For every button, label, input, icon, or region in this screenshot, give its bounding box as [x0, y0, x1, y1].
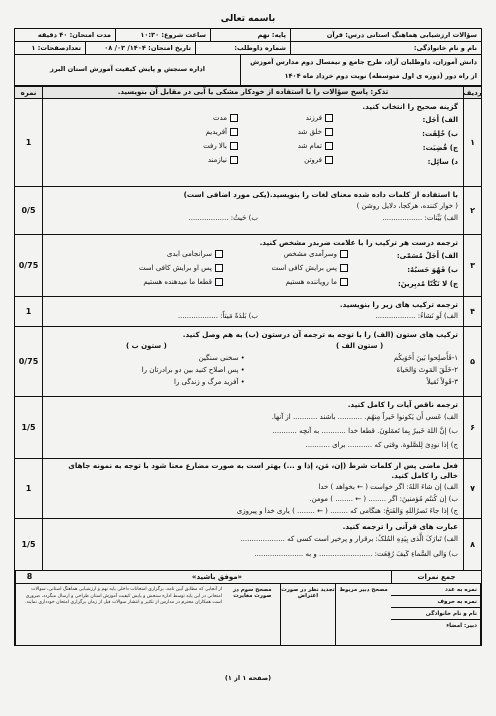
- question-score: 1: [15, 459, 43, 518]
- mc-option[interactable]: [223, 262, 348, 274]
- checkbox[interactable]: [215, 250, 223, 258]
- exam-title: سؤالات ارزشیابی هماهنگ استانی درس: قرآن: [326, 31, 477, 39]
- mc-row: [48, 276, 458, 290]
- mc-word: ب) خُلِقَت:: [422, 130, 458, 138]
- question-body: [43, 519, 463, 570]
- checkbox[interactable]: [325, 142, 333, 150]
- checkbox[interactable]: [325, 128, 333, 136]
- column-a-item: ۳-قَولاً ثَقیلاً: [426, 378, 458, 386]
- question-body: [43, 459, 463, 518]
- checkbox[interactable]: [340, 264, 348, 272]
- checkbox[interactable]: [215, 278, 223, 286]
- option-label: تمام شد: [297, 142, 322, 150]
- question-body: [43, 327, 463, 396]
- option-label: پس او برایش کافی است: [138, 264, 212, 272]
- answer-row: [48, 310, 458, 322]
- question-score: 1: [15, 297, 43, 326]
- translation-row[interactable]: ب) وَالی السَّماءِ کَیفَ رُفِعَت: ........................ و به ......................: [254, 550, 458, 558]
- checkbox[interactable]: [230, 128, 238, 136]
- grade-text-field[interactable]: نمره به حروف: [391, 596, 480, 608]
- answer-item[interactable]: ب) حَیثُ: ..................: [188, 214, 258, 222]
- word-bank: ( خوار کننده، هرکجا، دلایل روشن ): [356, 202, 458, 210]
- question-title: ترجمه ناقص آیات را کامل کنید.: [347, 400, 458, 409]
- signature-cell[interactable]: مصحح سوم در صورت مغایرت: [232, 587, 272, 599]
- mc-word: د) سائِل:: [427, 158, 458, 166]
- mc-row: [48, 154, 458, 168]
- fill-row: الف) إن شاءَ اللهُ: اگر خواست ( ← بخواهد ) خدا: [318, 483, 458, 491]
- question-score: 0/5: [15, 187, 43, 234]
- seat-number: شماره داوطلب:: [196, 42, 291, 54]
- checkbox[interactable]: [230, 114, 238, 122]
- question-4: [15, 296, 481, 326]
- answer-row: [48, 212, 458, 224]
- row-label: ردیف: [463, 88, 482, 97]
- mc-option[interactable]: [143, 126, 238, 138]
- option-label: بالا رفت: [203, 142, 227, 150]
- column-b-text: آفرید مرگ و زندگی را: [174, 378, 239, 386]
- question-number: ۵: [463, 327, 481, 396]
- question-title: ترکیب های ستون (الف) را با توجه به ترجمه آن درستون (ب) به هم وصل کنید.: [182, 330, 458, 339]
- page-number: (صفحه ۱ از ۱): [224, 674, 272, 682]
- header-row-2: [15, 42, 481, 55]
- total-row: [14, 571, 482, 584]
- mc-row: [48, 140, 458, 154]
- header-row-1: [15, 29, 481, 42]
- mc-row: [48, 262, 458, 276]
- checkbox[interactable]: [325, 114, 333, 122]
- mc-word: ج) قُضِیَت:: [422, 144, 458, 152]
- question-title: ترجمه درست هر ترکیب را با علامت ضربدر مشخص کنید.: [259, 238, 458, 247]
- column-b-title: ( ستون ب ): [125, 342, 167, 350]
- mc-option[interactable]: [143, 112, 238, 124]
- question-body: [43, 99, 463, 186]
- signature-cell[interactable]: تجدید نظر در صورت اعتراض: [280, 584, 336, 645]
- question-7: [15, 458, 481, 518]
- question-score: 0/75: [15, 327, 43, 396]
- column-a-title: ( ستون الف ): [336, 342, 384, 350]
- mc-option[interactable]: [143, 154, 238, 166]
- mc-option[interactable]: [98, 276, 223, 288]
- page-count: تعدادصفحات: ۱: [15, 42, 86, 54]
- question-number: ۳: [463, 235, 481, 296]
- checkbox[interactable]: [340, 250, 348, 258]
- question-2: [15, 186, 481, 234]
- footer-notes: از آنجایی که مطابق آیین نامه، برگزاری امتحانات داخلی پایه نهم و ارزشیابی هماهنگ استانی، سوالات امتحانی در این پایه توسط اداره سنجش و پایش کیفیت آموزش استان طراحی و ارسال میگردد، ضروری است همکاران محترم در مدارس از تکثیر و انتشار سوالات قبل از زمان برگزاری امتحان خودداری نمایند.: [15, 584, 225, 645]
- matching-columns: [48, 340, 458, 388]
- mc-option[interactable]: [143, 140, 238, 152]
- checkbox[interactable]: [340, 278, 348, 286]
- exam-date: تاریخ امتحان: ۱۴۰۴/ ۰۳/ ۰۸: [86, 42, 196, 54]
- question-number: ۷: [463, 459, 481, 518]
- mc-option[interactable]: [98, 248, 223, 260]
- mc-option[interactable]: [238, 112, 333, 124]
- total-value: 8: [15, 571, 43, 583]
- column-b-item[interactable]: • آفرید مرگ و زندگی را: [174, 378, 245, 386]
- checkbox[interactable]: [325, 156, 333, 164]
- student-name: نام و نام خانوادگی:: [413, 44, 477, 52]
- fill-row[interactable]: ج) إذا نودِیَ لِلصَّلوة. وقتی که ........... برای ...........: [305, 441, 458, 449]
- header-row-3: [15, 55, 481, 85]
- total-label: جمع نمرات: [391, 571, 481, 583]
- question-1: [15, 98, 481, 186]
- option-label: پس برایش کافی است: [271, 264, 337, 272]
- question-title: گزینه صحیح را انتخاب کنید.: [362, 102, 458, 111]
- mc-option[interactable]: [238, 154, 333, 166]
- column-a-item: ۲-خَلَقَ المَوتَ وَالحَیاةَ: [396, 366, 458, 374]
- teacher-sign-field[interactable]: دبیر: امضاء: [446, 623, 477, 629]
- mc-word: الف) أَجَل:: [422, 116, 458, 124]
- mc-option[interactable]: [223, 248, 348, 260]
- question-title: فعل ماضی پس از کلمات شرط (إن، مَن، إذا و ...) بهتر است به صورت مضارع معنا شود با توجه به نمونه جاهای خالی را کامل کنید.: [68, 461, 458, 480]
- question-number: ۸: [463, 519, 481, 570]
- option-label: فرزند: [305, 114, 322, 122]
- question-body: [43, 187, 463, 234]
- option-label: قطعا ما میدهنده هستیم: [143, 278, 212, 286]
- fill-row[interactable]: الف) عَسی أَن یَکونوا خَیراً مِنهُم. ........... باشند ........... از آنها.: [271, 413, 458, 421]
- office-name: اداره سنجش و پایش کیفیت آموزش استان البرز: [15, 55, 241, 85]
- question-score: 1: [15, 99, 43, 186]
- option-label: خلق شد: [297, 128, 322, 136]
- mc-option[interactable]: [238, 140, 333, 152]
- mc-row: [48, 248, 458, 262]
- grade-numeric-field[interactable]: نمره به عدد: [391, 584, 480, 596]
- column-b-text: سخنی سنگین: [198, 354, 239, 362]
- fill-row[interactable]: ب) إنَّ اللهَ خَبیرٌ بِما تَعمَلونَ. قطعا خدا ........... به آنچه ...........: [272, 427, 458, 435]
- column-a-item: ۱-فَأَصلِحوا بَینَ أَخَوَیکُم: [393, 354, 458, 362]
- translation-row[interactable]: الف) تَبارَکَ الَّذی بِیَدِهِ المُلکُ: برقرار و پرخیر است کسی که ....................: [240, 535, 458, 543]
- exam-description: دانش آموزان، داوطلبان آزاد، طرح جامع و نیمسال دوم مدارس آموزش از راه دور (دوره ی اول متوسطه) نوبت دوم خرداد ماه ۱۴۰۴: [250, 58, 477, 80]
- option-label: مدت: [212, 114, 227, 122]
- score-label: نمره: [15, 87, 43, 98]
- mc-word: ج) لا تَکُنّا مُدبِرینَ:: [397, 280, 458, 288]
- checkbox[interactable]: [230, 156, 238, 164]
- question-5: [15, 326, 481, 396]
- duration: مدت امتحان: ۴۰ دقیقه: [15, 29, 116, 41]
- question-8: [15, 518, 481, 570]
- question-number: ۴: [463, 297, 481, 326]
- signature-cell[interactable]: مصحح دبیر مربوط: [335, 584, 391, 645]
- question-score: 1/5: [15, 397, 43, 458]
- question-6: [15, 396, 481, 458]
- fill-row[interactable]: ج) إذا جاءَ نَصرُاللهِ وَالفَتحُ: هنگامی که ........ ( ← ........ ) یاری خدا و پیروزی: [236, 507, 458, 515]
- grade-info: [391, 584, 481, 645]
- question-title: عبارت های قرآنی را ترجمه کنید.: [342, 522, 458, 531]
- mc-word: الف) أَجَلٌ مُسَمّی:: [396, 252, 458, 260]
- signature-grid: [225, 584, 391, 645]
- fill-row[interactable]: ب) إن کُنتُم مُؤمنینَ: اگر ........ ( ← ........ ) مومن.: [309, 495, 458, 503]
- mc-row: [48, 126, 458, 140]
- checkbox[interactable]: [230, 142, 238, 150]
- question-body: [43, 397, 463, 458]
- answer-item[interactable]: الف) بَیِّنات: ..................: [382, 214, 458, 222]
- question-title: با استفاده از کلمات داده شده معنای لغات را بنویسید.(یکی مورد اضافی است): [183, 190, 458, 199]
- grade: پایه: نهم: [211, 29, 291, 41]
- option-label: نیازمند: [207, 156, 227, 164]
- question-title: ترجمه ترکیب های زیر را بنویسید.: [339, 300, 458, 309]
- wish-text: «موفق باشید»: [191, 573, 243, 581]
- question-3: [15, 234, 481, 296]
- column-b-item[interactable]: • سخنی سنگین: [198, 354, 245, 362]
- start-time: ساعت شروع: ۱۰:۳۰: [116, 29, 211, 41]
- column-b-text: پس اصلاح کنید بین دو برادرتان را: [141, 366, 239, 374]
- column-b: [48, 340, 245, 388]
- top-title: باسمه تعالی: [220, 14, 276, 24]
- question-number: ۲: [463, 187, 481, 234]
- footer: [14, 584, 482, 646]
- exam-header: [14, 28, 482, 86]
- mc-row: [48, 112, 458, 126]
- answer-item[interactable]: الف) لَو نَشاءُ: ..................: [375, 312, 458, 320]
- question-number: ۶: [463, 397, 481, 458]
- question-number: ۱: [463, 99, 481, 186]
- mc-word: ب) فَهُوَ حَسبُهُ:: [407, 266, 458, 274]
- questions-table: [14, 86, 482, 571]
- teacher-name-field[interactable]: نام و نام خانوادگی: [391, 608, 480, 620]
- column-b-item[interactable]: • پس اصلاح کنید بین دو برادرتان را: [141, 366, 245, 374]
- option-label: فروتن: [304, 156, 322, 164]
- mc-option[interactable]: [223, 276, 348, 288]
- mc-option[interactable]: [98, 262, 223, 274]
- question-body: [43, 235, 463, 296]
- question-body: [43, 297, 463, 326]
- option-label: ما رویاننده هستیم: [285, 278, 337, 286]
- checkbox[interactable]: [215, 264, 223, 272]
- option-label: سرانجامی ابدی: [166, 250, 212, 258]
- notice: تذکر: پاسخ سؤالات را با استفاده از خودکار مشکی یا آبی در مقابل آن بنویسید.: [117, 88, 389, 96]
- signature-area: [225, 584, 391, 645]
- column-a: [261, 340, 458, 388]
- question-score: 0/75: [15, 235, 43, 296]
- table-head: [15, 86, 481, 98]
- question-score: 1/5: [15, 519, 43, 570]
- mc-option[interactable]: [238, 126, 333, 138]
- answer-item[interactable]: ب) بَلدَةً مَیتاً: ..................: [177, 312, 258, 320]
- option-label: آفریدیم: [205, 128, 227, 136]
- option-label: وسرآمدی مشخص: [283, 250, 337, 258]
